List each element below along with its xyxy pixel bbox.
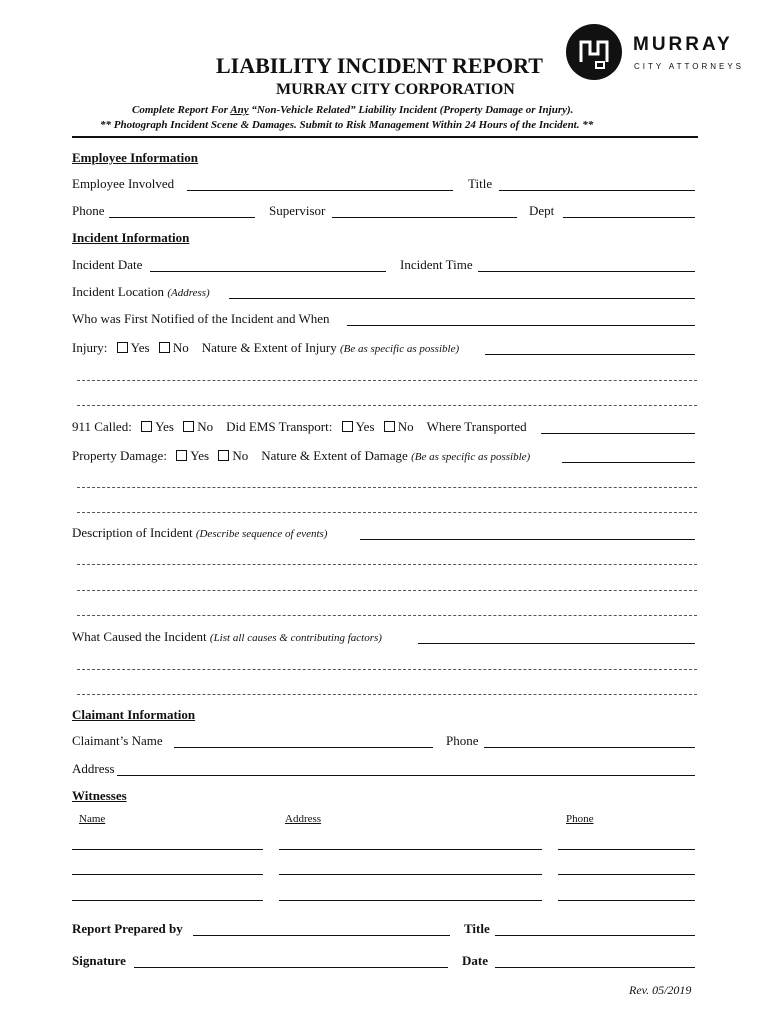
injury-line-3[interactable] bbox=[77, 405, 697, 406]
witness-3-name-field[interactable] bbox=[72, 900, 263, 901]
description-line-4[interactable] bbox=[77, 615, 697, 616]
instruction-line-1: Complete Report For Any “Non-Vehicle Related” Liability Incident (Property Damage or Injury). bbox=[132, 104, 574, 116]
property-yes-checkbox[interactable] bbox=[176, 450, 187, 461]
witnesses-section-heading: Witnesses bbox=[72, 788, 127, 803]
witness-1-phone-field[interactable] bbox=[558, 849, 695, 850]
called-911-yes-checkbox[interactable] bbox=[141, 421, 152, 432]
property-no-checkbox[interactable] bbox=[218, 450, 229, 461]
injury-label: Injury: bbox=[72, 340, 108, 355]
injury-nature-field[interactable] bbox=[485, 354, 695, 355]
witness-2-name-field[interactable] bbox=[72, 874, 263, 875]
claimant-phone-label: Phone bbox=[446, 733, 479, 748]
employee-involved-field[interactable] bbox=[187, 190, 453, 191]
injury-line-2[interactable] bbox=[77, 380, 697, 381]
description-line-2[interactable] bbox=[77, 564, 697, 565]
logo-emblem-icon bbox=[566, 24, 622, 80]
cause-label: What Caused the Incident (List all causes & contributing factors) bbox=[72, 629, 382, 644]
incident-date-label: Incident Date bbox=[72, 257, 143, 272]
description-label: Description of Incident (Describe sequence of events) bbox=[72, 525, 328, 540]
where-transported-field[interactable] bbox=[541, 433, 695, 434]
preparer-title-label: Title bbox=[464, 921, 490, 936]
claimant-address-label: Address bbox=[72, 761, 115, 776]
claimant-address-field[interactable] bbox=[117, 775, 695, 776]
damage-line-3[interactable] bbox=[77, 512, 697, 513]
claimant-name-field[interactable] bbox=[174, 747, 433, 748]
supervisor-label: Supervisor bbox=[269, 203, 326, 218]
preparer-title-field[interactable] bbox=[495, 935, 695, 936]
called-911-no-checkbox[interactable] bbox=[183, 421, 194, 432]
injury-no-checkbox[interactable] bbox=[159, 342, 170, 353]
employee-involved-label: Employee Involved bbox=[72, 176, 175, 191]
witness-3-phone-field[interactable] bbox=[558, 900, 695, 901]
ems-no-checkbox[interactable] bbox=[384, 421, 395, 432]
employee-phone-label: Phone bbox=[72, 203, 105, 218]
witness-address-column: Address bbox=[285, 813, 322, 825]
prepared-by-label: Report Prepared by bbox=[72, 921, 183, 936]
incident-date-field[interactable] bbox=[150, 271, 386, 272]
signature-label: Signature bbox=[72, 953, 126, 968]
description-field[interactable] bbox=[360, 539, 695, 540]
employee-section-heading: Employee Information bbox=[72, 150, 199, 165]
incident-location-field[interactable] bbox=[229, 298, 695, 299]
first-notified-label: Who was First Notified of the Incident and When bbox=[72, 311, 330, 326]
page-title: LIABILITY INCIDENT REPORT bbox=[216, 53, 543, 78]
witness-1-address-field[interactable] bbox=[279, 849, 542, 850]
logo-name: MURRAY bbox=[633, 34, 733, 55]
incident-section-heading: Incident Information bbox=[72, 230, 190, 245]
damage-line-2[interactable] bbox=[77, 487, 697, 488]
dept-field[interactable] bbox=[563, 217, 695, 218]
instruction-line-2: ** Photograph Incident Scene & Damages. Submit to Risk Management Within 24 Hours of the Incident. ** bbox=[100, 119, 594, 131]
header-divider bbox=[72, 136, 698, 138]
first-notified-field[interactable] bbox=[347, 325, 695, 326]
witness-2-phone-field[interactable] bbox=[558, 874, 695, 875]
claimant-phone-field[interactable] bbox=[484, 747, 695, 748]
date-label: Date bbox=[462, 953, 488, 968]
witness-3-address-field[interactable] bbox=[279, 900, 542, 901]
witness-2-address-field[interactable] bbox=[279, 874, 542, 875]
incident-time-field[interactable] bbox=[478, 271, 695, 272]
ems-yes-checkbox[interactable] bbox=[342, 421, 353, 432]
ems-row: 911 Called: Yes No Did EMS Transport: Yes No Where Transported bbox=[72, 419, 527, 434]
logo-tagline: CITY ATTORNEYS bbox=[634, 62, 745, 71]
claimant-section-heading: Claimant Information bbox=[72, 707, 196, 722]
signature-field[interactable] bbox=[134, 967, 448, 968]
injury-row: Injury: Yes No Nature & Extent of Injury (Be as specific as possible) bbox=[72, 340, 460, 355]
claimant-name-label: Claimant’s Name bbox=[72, 733, 163, 748]
incident-location-label: Incident Location (Address) bbox=[72, 284, 210, 299]
page-subtitle: MURRAY CITY CORPORATION bbox=[276, 81, 515, 98]
dept-label: Dept bbox=[529, 203, 555, 218]
cause-line-3[interactable] bbox=[77, 694, 697, 695]
witness-1-name-field[interactable] bbox=[72, 849, 263, 850]
date-field[interactable] bbox=[495, 967, 695, 968]
description-line-3[interactable] bbox=[77, 590, 697, 591]
incident-time-label: Incident Time bbox=[400, 257, 473, 272]
prepared-by-field[interactable] bbox=[193, 935, 450, 936]
supervisor-field[interactable] bbox=[332, 217, 517, 218]
cause-line-2[interactable] bbox=[77, 669, 697, 670]
revision-note: Rev. 05/2019 bbox=[629, 983, 692, 997]
witness-name-column: Name bbox=[79, 813, 106, 825]
witness-phone-column: Phone bbox=[566, 813, 594, 825]
employee-title-label: Title bbox=[468, 176, 493, 191]
cause-field[interactable] bbox=[418, 643, 695, 644]
damage-nature-field[interactable] bbox=[562, 462, 695, 463]
injury-yes-checkbox[interactable] bbox=[117, 342, 128, 353]
employee-phone-field[interactable] bbox=[109, 217, 255, 218]
property-damage-row: Property Damage: Yes No Nature & Extent of Damage (Be as specific as possible) bbox=[72, 448, 531, 463]
employee-title-field[interactable] bbox=[499, 190, 695, 191]
